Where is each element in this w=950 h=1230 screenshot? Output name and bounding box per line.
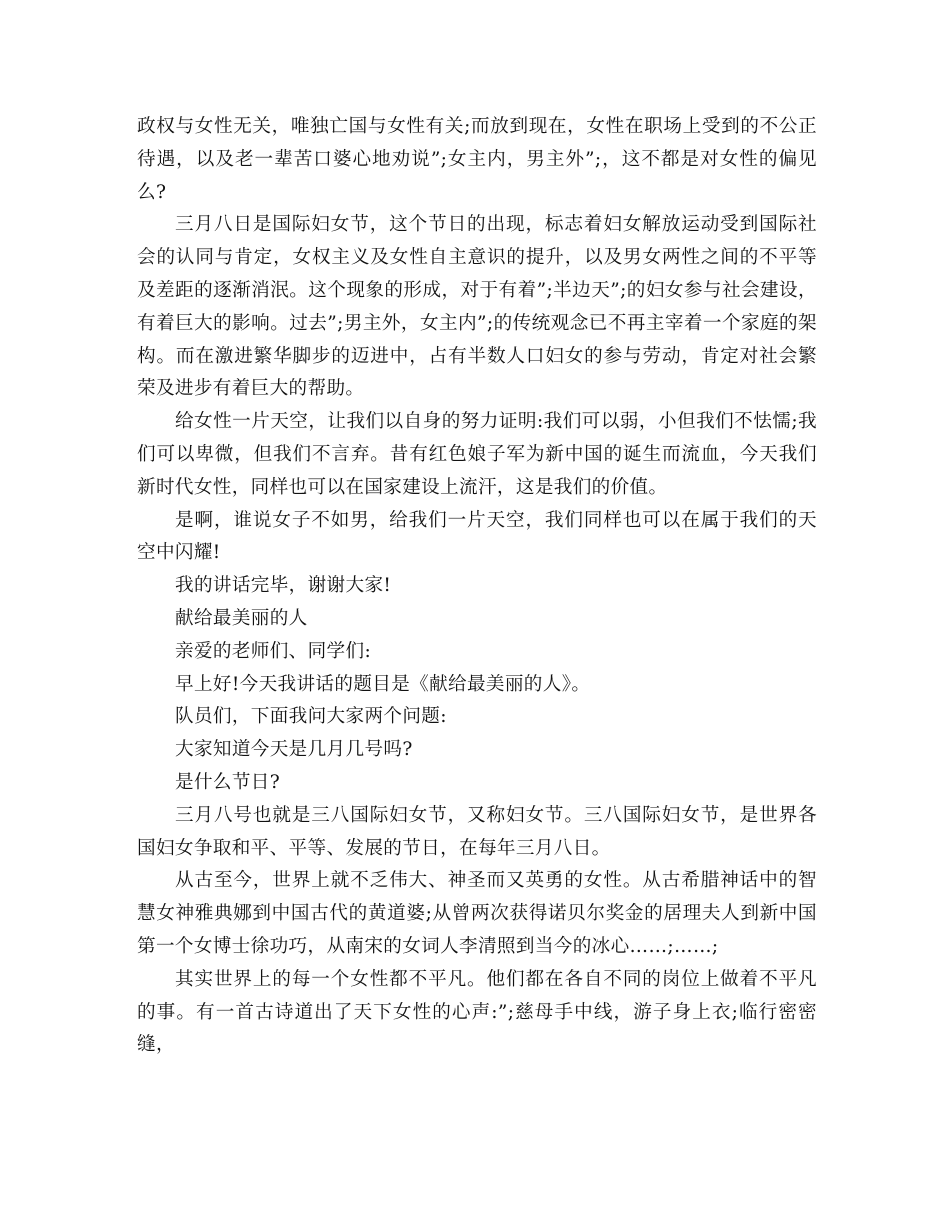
- salutation: 亲爱的老师们、同学们:: [175, 640, 372, 662]
- paragraph: 是啊，谁说女子不如男，给我们一片天空，我们同样也可以在属于我们的天空中闪耀!: [137, 509, 817, 564]
- paragraph: 三月八日是国际妇女节，这个节日的出现，标志着妇女解放运动受到国际社会的认同与肯定，女权主义及女性自主意识的提升，以及男女两性之间的不平等及差距的逐渐消泯。这个现象的形成，对于有着”;半边天”;的妇女参与社会建设，有着巨大的影响。过去”;男主外，女主内”;的传统观念已不再主宰着一个家庭的架构。而在激进繁华脚步的迈进中，占有半数人口妇女的参与劳动，肯定对社会繁荣及进步有着巨大的帮助。: [137, 214, 817, 400]
- paragraph: 是什么节日?: [175, 771, 281, 793]
- paragraph: 大家知道今天是几月几号吗?: [175, 739, 413, 761]
- paragraph: 早上好!今天我讲话的题目是《献给最美丽的人》。: [175, 673, 591, 695]
- paragraph: 从古至今，世界上就不乏伟大、神圣而又英勇的女性。从古希腊神话中的智慧女神雅典娜到中国古代的黄道婆;从曾两次获得诺贝尔奖金的居理夫人到新中国第一个女博士徐功巧，从南宋的女词人李清照到当今的冰心……;……;: [137, 870, 817, 957]
- paragraph: 政权与女性无关，唯独亡国与女性有关;而放到现在，女性在职场上受到的不公正待遇，以及老一辈苦口婆心地劝说”;女主内，男主外”;，这不都是对女性的偏见么?: [137, 116, 817, 203]
- paragraph: 队员们，下面我问大家两个问题:: [175, 706, 447, 728]
- paragraph: 给女性一片天空，让我们以自身的努力证明:我们可以弱，小但我们不怯懦;我们可以卑微，但我们不言弃。昔有红色娘子军为新中国的诞生而流血，今天我们新时代女性，同样也可以在国家建设上流汗，这是我们的价值。: [137, 411, 817, 498]
- paragraph: 我的讲话完毕，谢谢大家!: [175, 575, 392, 597]
- section-title: 献给最美丽的人: [175, 607, 308, 629]
- paragraph: 三月八号也就是三八国际妇女节，又称妇女节。三八国际妇女节，是世界各国妇女争取和平、平等、发展的节日，在每年三月八日。: [137, 804, 817, 859]
- document-body: [137, 111, 817, 1062]
- paragraph: 其实世界上的每一个女性都不平凡。他们都在各自不同的岗位上做着不平凡的事。有一首古诗道出了天下女性的心声:”;慈母手中线，游子身上衣;临行密密缝，: [137, 968, 817, 1056]
